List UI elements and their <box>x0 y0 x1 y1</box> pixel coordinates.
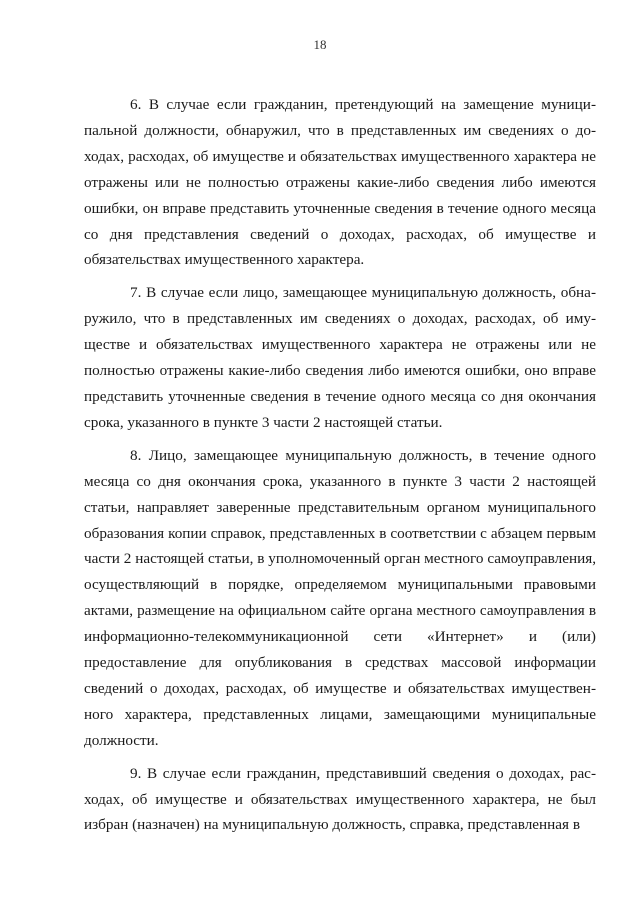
paragraph-8: 8. Лицо, замещающее муниципальную должность, в течение одного месяца со дня окончания срока, указанного в пункте 3 части 2 настоящей статьи, направляет заверенные представительным органом муниципального образования копии справок, представленных в соответствии с абзацем первым части 2 настоящей статьи, в уполномоченный орган местного самоуправления, осуществляющий в порядке, определяемом муниципальными правовыми актами, размещение на официальном сайте органа местного самоуправления в информационно-телекоммуникационной сети «Интернет» и (или) предоставление для опубликования в средствах массовой информации сведений о доходах, расходах, об имуществе и обязательствах имущественного характера, представленных лицами, замещающими муниципальные должности. <box>84 446 596 749</box>
document-body <box>84 92 596 845</box>
paragraph-6: 6. В случае если гражданин, претендующий на замещение муниципальной должности, обнаружил, что в представленных им сведениях о доходах, расходах, об имуществе и обязательствах имущественного характера не отражены или не полностью отражены какие-либо сведения либо имеются ошибки, он вправе представить уточненные сведения в течение одного месяца со дня представления сведений о доходах, расходах, об имуществе и обязательствах имущественного характера. <box>84 96 596 269</box>
page-number: 18 <box>313 37 327 52</box>
paragraph-9: 9. В случае если гражданин, представивший сведения о доходах, расходах, об имуществе и обязательствах имущественного характера, не был избран (назначен) на муниципальную должность, справка, представленная в <box>84 764 596 834</box>
paragraph-7: 7. В случае если лицо, замещающее муниципальную должность, обнаружило, что в представленных им сведениях о доходах, расходах, об имуществе и обязательствах имущественного характера не отражены или не полностью отражены какие-либо сведения либо имеются ошибки, оно вправе представить уточненные сведения в течение одного месяца со дня окончания срока, указанного в пункте 3 части 2 настоящей статьи. <box>84 284 596 431</box>
